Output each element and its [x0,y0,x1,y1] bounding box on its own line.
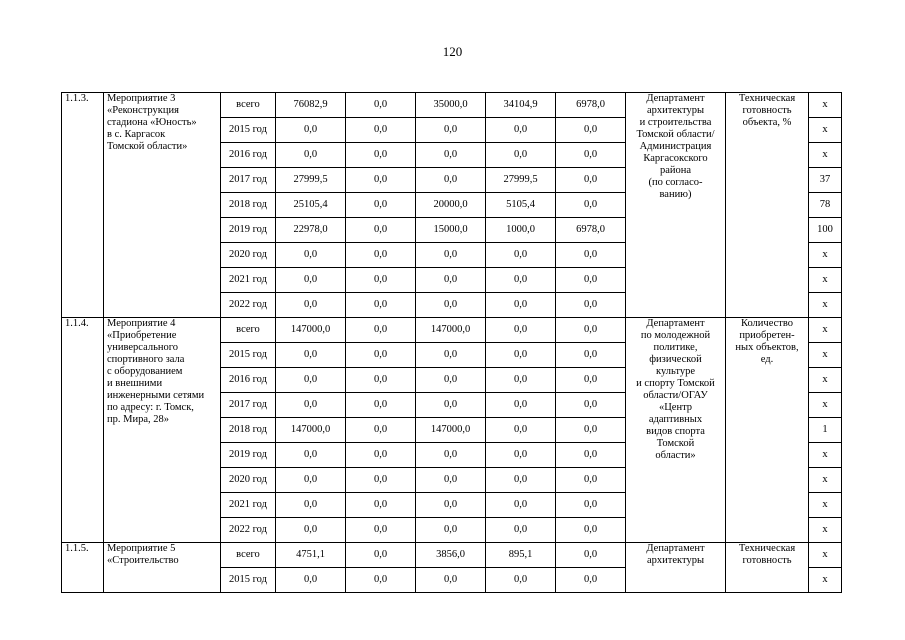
year-label: 2022 год [221,293,276,318]
other-funding-cell: 0,0 [556,343,626,368]
federal-funding-cell: 0,0 [346,468,416,493]
regional-funding-cell: 0,0 [416,243,486,268]
indicator-value: x [809,268,842,293]
total-funding-cell: 0,0 [276,243,346,268]
indicator-value: x [809,493,842,518]
regional-funding-cell: 0,0 [416,168,486,193]
measure-code: 1.1.5. [62,543,104,593]
measure-code: 1.1.3. [62,93,104,318]
federal-funding-cell: 0,0 [346,268,416,293]
regional-funding-cell: 0,0 [416,443,486,468]
year-label: всего [221,318,276,343]
other-funding-cell: 0,0 [556,543,626,568]
indicator-value: x [809,243,842,268]
regional-funding-cell: 0,0 [416,143,486,168]
other-funding-cell: 0,0 [556,193,626,218]
indicator-value: x [809,343,842,368]
total-funding-cell: 22978,0 [276,218,346,243]
federal-funding-cell: 0,0 [346,418,416,443]
federal-funding-cell: 0,0 [346,193,416,218]
regional-funding-cell: 20000,0 [416,193,486,218]
local-funding-cell: 0,0 [486,468,556,493]
federal-funding-cell: 0,0 [346,218,416,243]
total-funding-cell: 0,0 [276,143,346,168]
year-label: 2016 год [221,143,276,168]
indicator-value: x [809,368,842,393]
measure-name: Мероприятие 3 «Реконструкция стадиона «Юность» в с. Каргасок Томской области» [104,93,221,318]
federal-funding-cell: 0,0 [346,343,416,368]
local-funding-cell: 34104,9 [486,93,556,118]
other-funding-cell: 0,0 [556,393,626,418]
total-funding-cell: 0,0 [276,343,346,368]
local-funding-cell: 0,0 [486,243,556,268]
local-funding-cell: 895,1 [486,543,556,568]
table-row [62,543,842,568]
regional-funding-cell: 0,0 [416,493,486,518]
federal-funding-cell: 0,0 [346,143,416,168]
other-funding-cell: 0,0 [556,168,626,193]
federal-funding-cell: 0,0 [346,493,416,518]
program-table [61,92,842,593]
total-funding-cell: 0,0 [276,568,346,593]
indicator-value: 100 [809,218,842,243]
local-funding-cell: 0,0 [486,143,556,168]
indicator-value: x [809,443,842,468]
regional-funding-cell: 0,0 [416,468,486,493]
regional-funding-cell: 15000,0 [416,218,486,243]
other-funding-cell: 0,0 [556,368,626,393]
regional-funding-cell: 3856,0 [416,543,486,568]
regional-funding-cell: 0,0 [416,568,486,593]
regional-funding-cell: 0,0 [416,268,486,293]
total-funding-cell: 0,0 [276,443,346,468]
federal-funding-cell: 0,0 [346,543,416,568]
local-funding-cell: 5105,4 [486,193,556,218]
total-funding-cell: 0,0 [276,268,346,293]
federal-funding-cell: 0,0 [346,168,416,193]
year-label: 2019 год [221,443,276,468]
total-funding-cell: 147000,0 [276,418,346,443]
local-funding-cell: 0,0 [486,368,556,393]
year-label: 2016 год [221,368,276,393]
local-funding-cell: 0,0 [486,518,556,543]
federal-funding-cell: 0,0 [346,93,416,118]
total-funding-cell: 27999,5 [276,168,346,193]
federal-funding-cell: 0,0 [346,393,416,418]
year-label: 2017 год [221,168,276,193]
year-label: всего [221,543,276,568]
local-funding-cell: 27999,5 [486,168,556,193]
total-funding-cell: 147000,0 [276,318,346,343]
federal-funding-cell: 0,0 [346,518,416,543]
total-funding-cell: 76082,9 [276,93,346,118]
local-funding-cell: 1000,0 [486,218,556,243]
table-row [62,93,842,118]
total-funding-cell: 25105,4 [276,193,346,218]
other-funding-cell: 6978,0 [556,218,626,243]
other-funding-cell: 0,0 [556,318,626,343]
other-funding-cell: 0,0 [556,443,626,468]
federal-funding-cell: 0,0 [346,568,416,593]
responsible-department: Департамент архитектуры [626,543,726,593]
regional-funding-cell: 0,0 [416,368,486,393]
indicator-value: 78 [809,193,842,218]
federal-funding-cell: 0,0 [346,118,416,143]
total-funding-cell: 0,0 [276,368,346,393]
indicator-name: Техническая готовность объекта, % [726,93,809,318]
responsible-department: Департамент по молодежной политике, физической культуре и спорту Томской области/ОГАУ «Центр адаптивных видов спорта Томской области» [626,318,726,543]
local-funding-cell: 0,0 [486,418,556,443]
federal-funding-cell: 0,0 [346,243,416,268]
year-label: 2015 год [221,568,276,593]
regional-funding-cell: 0,0 [416,293,486,318]
year-label: 2018 год [221,418,276,443]
regional-funding-cell: 0,0 [416,518,486,543]
year-label: 2021 год [221,268,276,293]
table-body [62,93,842,593]
total-funding-cell: 0,0 [276,118,346,143]
indicator-value: x [809,293,842,318]
year-label: всего [221,93,276,118]
other-funding-cell: 0,0 [556,268,626,293]
other-funding-cell: 0,0 [556,468,626,493]
table-row [62,318,842,343]
total-funding-cell: 0,0 [276,493,346,518]
federal-funding-cell: 0,0 [346,368,416,393]
indicator-value: 1 [809,418,842,443]
indicator-value: x [809,318,842,343]
other-funding-cell: 6978,0 [556,93,626,118]
year-label: 2019 год [221,218,276,243]
indicator-value: x [809,468,842,493]
federal-funding-cell: 0,0 [346,293,416,318]
indicator-value: 37 [809,168,842,193]
other-funding-cell: 0,0 [556,568,626,593]
other-funding-cell: 0,0 [556,418,626,443]
page-number: 120 [442,44,463,59]
year-label: 2022 год [221,518,276,543]
federal-funding-cell: 0,0 [346,318,416,343]
local-funding-cell: 0,0 [486,443,556,468]
indicator-name: Количество приобретен- ных объектов, ед. [726,318,809,543]
measure-code: 1.1.4. [62,318,104,543]
other-funding-cell: 0,0 [556,143,626,168]
total-funding-cell: 0,0 [276,293,346,318]
local-funding-cell: 0,0 [486,393,556,418]
measure-name: Мероприятие 4 «Приобретение универсального спортивного зала с оборудованием и внешними инженерными сетями по адресу: г. Томск, пр. Мира, 28» [104,318,221,543]
year-label: 2017 год [221,393,276,418]
other-funding-cell: 0,0 [556,243,626,268]
local-funding-cell: 0,0 [486,293,556,318]
local-funding-cell: 0,0 [486,268,556,293]
other-funding-cell: 0,0 [556,493,626,518]
total-funding-cell: 0,0 [276,518,346,543]
year-label: 2018 год [221,193,276,218]
total-funding-cell: 4751,1 [276,543,346,568]
regional-funding-cell: 0,0 [416,393,486,418]
regional-funding-cell: 0,0 [416,118,486,143]
indicator-value: x [809,518,842,543]
other-funding-cell: 0,0 [556,518,626,543]
regional-funding-cell: 147000,0 [416,418,486,443]
indicator-value: x [809,568,842,593]
other-funding-cell: 0,0 [556,293,626,318]
other-funding-cell: 0,0 [556,118,626,143]
local-funding-cell: 0,0 [486,343,556,368]
year-label: 2020 год [221,468,276,493]
local-funding-cell: 0,0 [486,118,556,143]
measure-name: Мероприятие 5 «Строительство [104,543,221,593]
regional-funding-cell: 35000,0 [416,93,486,118]
indicator-value: x [809,543,842,568]
local-funding-cell: 0,0 [486,493,556,518]
federal-funding-cell: 0,0 [346,443,416,468]
year-label: 2015 год [221,118,276,143]
total-funding-cell: 0,0 [276,468,346,493]
local-funding-cell: 0,0 [486,318,556,343]
indicator-value: x [809,93,842,118]
local-funding-cell: 0,0 [486,568,556,593]
regional-funding-cell: 0,0 [416,343,486,368]
indicator-name: Техническая готовность [726,543,809,593]
year-label: 2015 год [221,343,276,368]
indicator-value: x [809,143,842,168]
responsible-department: Департамент архитектуры и строительства Томской области/ Администрация Каргасокского района (по согласо- ванию) [626,93,726,318]
indicator-value: x [809,393,842,418]
total-funding-cell: 0,0 [276,393,346,418]
regional-funding-cell: 147000,0 [416,318,486,343]
year-label: 2020 год [221,243,276,268]
indicator-value: x [809,118,842,143]
year-label: 2021 год [221,493,276,518]
